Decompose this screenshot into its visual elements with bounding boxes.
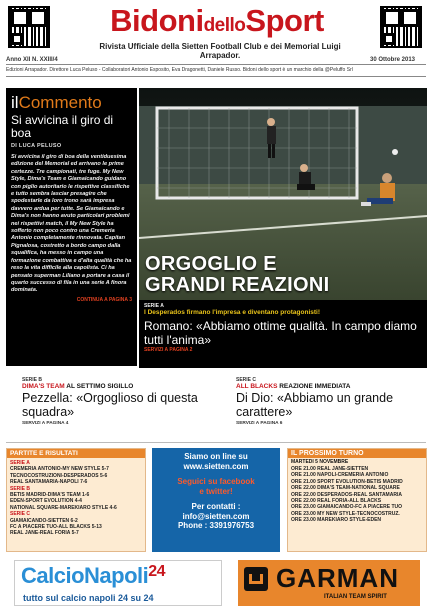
commento-label: ilCommento <box>11 93 102 112</box>
results-list <box>7 458 145 539</box>
ad-garman[interactable] <box>238 560 420 606</box>
garman-brand: GARMAN <box>276 563 399 593</box>
next-round-box <box>287 448 427 552</box>
promo-contacts-label: Per contatti : <box>191 502 241 511</box>
next-round-title: IL PROSSIMO TURNO <box>288 449 426 458</box>
garman-tagline: ITALIAN TEAM SPIRIT <box>324 594 387 600</box>
article-service: SERVIZI A PAGINA 6 <box>236 421 283 426</box>
article-kicker: DIMA'S TEAM AL SETTIMO SIGILLO <box>22 383 134 390</box>
issue-date: 30 Ottobre 2013 <box>370 57 416 63</box>
commento-author: DI LUCA PELUSO <box>11 143 62 149</box>
commento-body: Si avvicina il giro di boa della ventiduesima edizione del Memorial ed arrivano le prime certezze. Tre campionati, tre fuge. My New Style, Dima's Team e Giamaicando guidano con piglio autoritario le rispettive classifiche e tutto sembra lasciar presagire che spodestarle da loro trono sarà impresa davvero ardua per tutte. Se Giamaicando e Dima's non hanno avuto particolari problemi nei rispettivi match, il My New Style ha sofferto non poco contro una Cremeria Antonio completamente rinnovata. Capitan Pignalosa, costretto a bordo campo dalla squalifica, ha messo in campo una formazione combattiva e d'alta qualità che ha reso la vita difficile alla capolista. Ci ha pensato superman Liliano a portare a casa il quarto successo di fila in una serie A finora dominata. <box>11 154 132 294</box>
article-series: SERIE C <box>236 377 257 383</box>
fixture-row: ORE 23.00 MY NEW STYLE-TECNOCOSTRUZ. <box>291 510 400 517</box>
masthead-tagline: Rivista Ufficiale della Sietten Football Club e dei Memorial Luigi Arrapador. <box>99 42 341 60</box>
fixture-row: ORE 21.00 NAPOLI-CREMERIA ANTONIO <box>291 472 389 479</box>
fixture-row: ORE 22.00 DIMA'S TEAM-NATIONAL SQUARE <box>291 485 400 492</box>
hero-series: SERIE A <box>144 303 164 309</box>
promo-facebook-link[interactable]: Seguici su facebook <box>177 477 255 486</box>
issue-number: Anno XII N. XXIII/4 <box>6 57 58 63</box>
result-row: TECNOCOSTRUZIONI-DESPERADOS 5-6 <box>10 472 108 479</box>
results-title: PARTITE E RISULTATI <box>7 449 145 458</box>
hero-caption <box>139 300 427 368</box>
results-box <box>6 448 146 552</box>
results-section-title: SERIE A <box>10 460 30 466</box>
mid-divider <box>6 442 426 443</box>
result-row: FC A PIACERE TUO-ALL BLACKS 5-13 <box>10 524 102 531</box>
result-row: EDEN-SPORT EVOLUTION 4-4 <box>10 498 82 505</box>
article-kicker: ALL BLACKS REAZIONE IMMEDIATA <box>236 383 351 390</box>
article-series: SERIE B <box>22 377 43 383</box>
hero-page-ref[interactable]: SERVIZI A PAGINA 2 <box>144 347 193 353</box>
masthead-bottom-rule <box>6 76 426 77</box>
results-section-title: SERIE C <box>10 511 31 518</box>
hero-title: ORGOGLIO E GRANDI REAZIONI <box>145 253 330 296</box>
promo-box <box>152 448 280 552</box>
garman-logo-icon <box>244 567 268 591</box>
next-round-date: MARTEDI 5 NOVEMBRE <box>291 459 349 465</box>
article-service: SERVIZI A PAGINA 4 <box>22 421 69 426</box>
masthead-rule <box>6 64 426 65</box>
fixture-row: ORE 21.00 REAL JANE-SIETTEN <box>291 466 369 472</box>
fixture-row: ORE 23.00 MAREKIARO STYLE-EDEN <box>291 517 382 524</box>
promo-email-link[interactable]: info@sietten.com <box>182 511 250 521</box>
promo-website-link[interactable]: www.sietten.com <box>183 461 249 471</box>
hero-photo <box>139 88 427 300</box>
promo-phone: Phone : 3391976753 <box>177 521 255 530</box>
qr-code-right <box>380 6 422 48</box>
result-row: REAL JANE-REAL FORIA 5-7 <box>10 530 79 537</box>
result-row: NATIONAL SQUARE-MAREKIARO STYLE 4-6 <box>10 504 117 511</box>
fixture-row: ORE 22.00 DESPERADOS-REAL SANTAMARIA <box>291 491 402 498</box>
masthead-title: BidonidelloSport <box>110 3 324 38</box>
calcionapoli-logo: CalcioNapoli$^{24}$ <box>21 563 166 588</box>
fixture-row: ORE 22.00 REAL FORIA-ALL BLACKS <box>291 498 382 505</box>
article-headline[interactable]: Pezzella: «Orgoglioso di questa squadra» <box>22 391 198 419</box>
calcionapoli-tagline: tutto sul calcio napoli 24 su 24 <box>23 593 154 603</box>
result-row: REAL SANTAMARIA-NAPOLI 7-6 <box>10 479 88 486</box>
ad-calcionapoli[interactable] <box>14 560 222 606</box>
result-row: CREMERIA ANTONIO-MY NEW STYLE 5-7 <box>10 466 109 473</box>
hero-headline: Romano: «Abbiamo ottime qualità. In campo diamo tutti l'anima» <box>144 319 417 347</box>
hero-subhead: I Desperados firmano l'impresa e diventano protagonisti! <box>144 309 320 316</box>
fixture-row: ORE 23.00 GIAMAICANDO-FC A PIACERE TUO <box>291 504 403 511</box>
credits-line: Edizioni Arrapador. Direttore Luca Peluso - Collaboratori Antonio Esposito, Eva Dragonetti, Daniele Russo. Bidoni dello sport è un marchio della @Peluffo Srl <box>6 67 353 73</box>
fixture-row: ORE 21.00 SPORT EVOLUTION-BETIS MADRID <box>291 478 403 485</box>
next-round-list <box>288 466 426 526</box>
article-serie-c <box>236 377 416 426</box>
commento-column <box>6 88 137 366</box>
results-section-title: SERIE B <box>10 485 31 492</box>
article-headline[interactable]: Di Dio: «Abbiamo un grande carattere» <box>236 391 394 419</box>
commento-continue-link[interactable]: CONTINUA A PAGINA 3 <box>76 296 132 303</box>
promo-twitter-link[interactable]: e twitter! <box>199 486 233 496</box>
commento-headline: Si avvicina il giro di boa <box>11 113 114 140</box>
result-row: BETIS MADRID-DIMA'S TEAM 1-6 <box>10 492 90 499</box>
promo-online: Siamo on line su <box>184 452 248 461</box>
qr-code-left <box>8 6 50 48</box>
result-row: GIAMAICANDO-SIETTEN 6-2 <box>10 517 78 524</box>
article-serie-b <box>22 377 202 426</box>
